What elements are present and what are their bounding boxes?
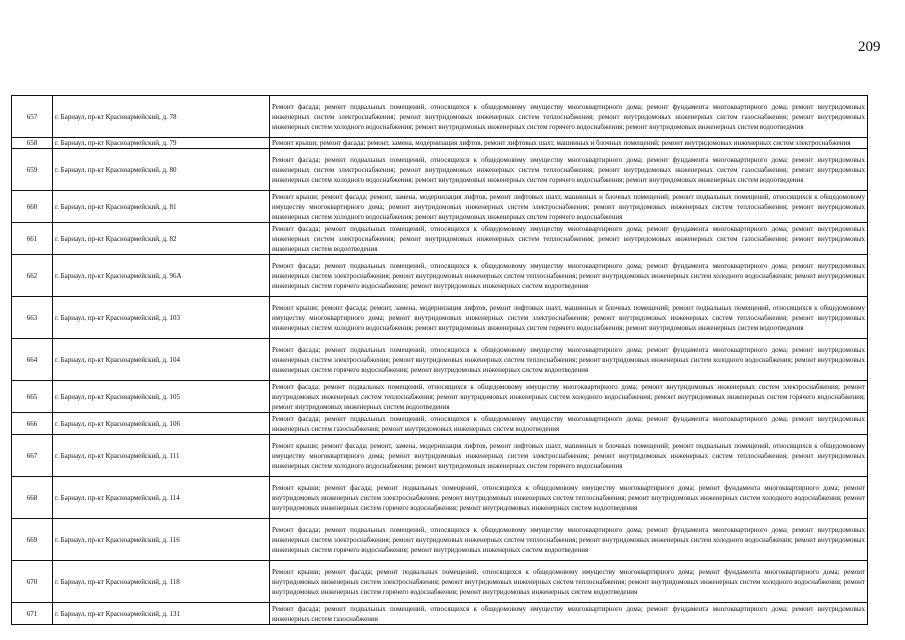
table-row (12, 96, 868, 138)
table-row (12, 381, 868, 413)
row-address: г. Барнаул, пр-кт Красноармейский, д. 103 (53, 297, 270, 339)
row-address: г. Барнаул, пр-кт Красноармейский, д. 118 (53, 561, 270, 603)
row-address: г. Барнаул, пр-кт Красноармейский, д. 79 (53, 138, 270, 149)
table-row (12, 223, 868, 255)
table-row (12, 413, 868, 435)
table-row (12, 339, 868, 381)
row-works-text: Ремонт фасада; ремонт подвальных помещений, относящихся к общедомовому имуществу многоквартирного дома; ремонт фундамента многоквартирного дома; ремонт внутридомовых инженерных систем электроснабжения; ремонт внутридомовых инженерных систем теплоснабжения; ремонт внутридомовых инженерных систем холодного водоснабжения; ремонт внутридомовых инженерных систем горячего водоснабжения; ремонт внутридомовых инженерных систем водоотведения (272, 525, 865, 554)
row-address: г. Барнаул, пр-кт Красноармейский, д. 96А (53, 255, 270, 297)
row-works (270, 339, 868, 381)
table-row (12, 603, 868, 625)
row-address: г. Барнаул, пр-кт Красноармейский, д. 104 (53, 339, 270, 381)
row-works-text: Ремонт крыши; ремонт фасада; ремонт, замена, модернизация лифтов, ремонт лифтовых шахт, машинных и блочных помещений; ремонт подвальных помещений, относящихся к общедомовому имуществу многоквартирного дома; ремонт внутридомовых инженерных систем электроснабжения; ремонт внутридомовых инженерных систем теплоснабжения; ремонт внутридомовых инженерных систем холодного водоснабжения; ремонт внутридомовых инженерных систем горячего водоснабжения; ремонт внутридомовых инженерных систем водоотведения (272, 303, 865, 332)
row-works-text: Ремонт крыши; ремонт фасада; ремонт подвальных помещений, относящихся к общедомовому имуществу многоквартирного дома; ремонт фундамента многоквартирного дома; ремонт внутридомовых инженерных систем электроснабжения; ремонт внутридомовых инженерных систем теплоснабжения; ремонт внутридомовых инженерных систем холодного водоснабжения; ремонт внутридомовых инженерных систем горячего водоснабжения; ремонт внутридомовых инженерных систем водоотведения (272, 483, 865, 512)
row-number: 671 (12, 603, 53, 625)
row-number: 667 (12, 435, 53, 477)
row-works (270, 255, 868, 297)
row-works (270, 413, 868, 435)
row-number: 664 (12, 339, 53, 381)
row-number: 661 (12, 223, 53, 255)
row-works-text: Ремонт крыши; ремонт фасада; ремонт, замена, модернизация лифтов, ремонт лифтовых шахт, машинных и блочных помещений; ремонт подвальных помещений, относящихся к общедомовому имуществу многоквартирного дома; ремонт внутридомовых инженерных систем электроснабжения; ремонт внутридомовых инженерных систем теплоснабжения; ремонт внутридомовых инженерных систем холодного водоснабжения; ремонт внутридомовых инженерных систем горячего водоснабжения (272, 441, 865, 470)
row-works-text: Ремонт фасада; ремонт подвальных помещений, относящихся к общедомовому имуществу многоквартирного дома; ремонт фундамента многоквартирного дома; ремонт внутридомовых инженерных систем газоснабжения; ремонт внутридомовых инженерных систем водоотведения (272, 414, 865, 433)
table-row (12, 191, 868, 223)
row-works (270, 477, 868, 519)
row-number: 660 (12, 191, 53, 223)
row-address: г. Барнаул, пр-кт Красноармейский, д. 82 (53, 223, 270, 255)
row-works (270, 223, 868, 255)
row-address: г. Барнаул, пр-кт Красноармейский, д. 106 (53, 413, 270, 435)
row-number: 658 (12, 138, 53, 149)
row-works-text: Ремонт фасада; ремонт подвальных помещений, относящихся к общедомовому имуществу многоквартирного дома; ремонт фундамента многоквартирного дома; ремонт внутридомовых инженерных систем электроснабжения; ремонт внутридомовых инженерных систем теплоснабжения; ремонт внутридомовых инженерных систем холодного водоснабжения; ремонт внутридомовых инженерных систем горячего водоснабжения; ремонт внутридомовых инженерных систем водоотведения (272, 261, 865, 290)
row-address: г. Барнаул, пр-кт Красноармейский, д. 116 (53, 519, 270, 561)
row-address: г. Барнаул, пр-кт Красноармейский, д. 105 (53, 381, 270, 413)
row-works-text: Ремонт фасада; ремонт подвальных помещений, относящихся к общедомовому имуществу многоквартирного дома; ремонт фундамента многоквартирного дома; ремонт внутридомовых инженерных систем электроснабжения; ремонт внутридомовых инженерных систем теплоснабжения; ремонт внутридомовых инженерных систем холодного водоснабжения; ремонт внутридомовых инженерных систем горячего водоснабжения; ремонт внутридомовых инженерных систем водоотведения (272, 345, 865, 374)
table-row (12, 477, 868, 519)
row-works (270, 435, 868, 477)
row-number: 665 (12, 381, 53, 413)
row-address: г. Барнаул, пр-кт Красноармейский, д. 80 (53, 149, 270, 191)
row-works (270, 191, 868, 223)
row-works (270, 519, 868, 561)
row-works (270, 297, 868, 339)
repair-registry-table (11, 95, 868, 625)
row-number: 662 (12, 255, 53, 297)
table-row (12, 435, 868, 477)
row-works (270, 561, 868, 603)
row-number: 657 (12, 96, 53, 138)
row-works-text: Ремонт крыши; ремонт фасада; ремонт, замена, модернизация лифтов, ремонт лифтовых шахт, машинных и блочных помещений; ремонт подвальных помещений, относящихся к общедомовому имуществу многоквартирного дома; ремонт внутридомовых инженерных систем электроснабжения; ремонт внутридомовых инженерных систем теплоснабжения; ремонт внутридомовых инженерных систем холодного водоснабжения; ремонт внутридомовых инженерных систем горячего водоснабжения (272, 192, 865, 221)
table-row (12, 519, 868, 561)
row-works-text: Ремонт фасада; ремонт подвальных помещений, относящихся к общедомовому имуществу многоквартирного дома; ремонт внутридомовых инженерных систем электроснабжения; ремонт внутридомовых инженерных систем теплоснабжения; ремонт внутридомовых инженерных систем холодного водоснабжения; ремонт внутридомовых инженерных систем горячего водоснабжения; ремонт внутридомовых инженерных систем водоотведения (272, 382, 865, 411)
row-number: 670 (12, 561, 53, 603)
row-works (270, 603, 868, 625)
row-number: 666 (12, 413, 53, 435)
row-works-text: Ремонт фасада; ремонт подвальных помещений, относящихся к общедомовому имуществу многоквартирного дома; ремонт фундамента многоквартирного дома; ремонт внутридомовых инженерных систем газоснабжения (272, 604, 865, 623)
table-row (12, 255, 868, 297)
page-number: 209 (858, 39, 881, 55)
table-row (12, 561, 868, 603)
row-works (270, 96, 868, 138)
row-number: 669 (12, 519, 53, 561)
row-number: 663 (12, 297, 53, 339)
row-address: г. Барнаул, пр-кт Красноармейский, д. 81 (53, 191, 270, 223)
row-number: 659 (12, 149, 53, 191)
row-works-text: Ремонт фасада; ремонт подвальных помещений, относящихся к общедомовому имуществу многоквартирного дома; ремонт фундамента многоквартирного дома; ремонт внутридомовых инженерных систем электроснабжения; ремонт внутридомовых инженерных систем теплоснабжения; ремонт внутридомовых инженерных систем газоснабжения; ремонт внутридомовых инженерных систем холодного водоснабжения; ремонт внутридомовых инженерных систем горячего водоснабжения; ремонт внутридомовых инженерных систем водоотведения (272, 102, 865, 131)
row-works-text: Ремонт фасада; ремонт подвальных помещений, относящихся к общедомовому имуществу многоквартирного дома; ремонт фундамента многоквартирного дома; ремонт внутридомовых инженерных систем электроснабжения; ремонт внутридомовых инженерных систем теплоснабжения; ремонт внутридомовых инженерных систем газоснабжения; ремонт внутридомовых инженерных систем холодного водоснабжения; ремонт внутридомовых инженерных систем горячего водоснабжения; ремонт внутридомовых инженерных систем водоотведения (272, 155, 865, 184)
row-works (270, 381, 868, 413)
table-row (12, 138, 868, 149)
row-address: г. Барнаул, пр-кт Красноармейский, д. 111 (53, 435, 270, 477)
table-row (12, 149, 868, 191)
row-address: г. Барнаул, пр-кт Красноармейский, д. 114 (53, 477, 270, 519)
row-works-text: Ремонт фасада; ремонт подвальных помещений, относящихся к общедомовому имуществу многоквартирного дома; ремонт фундамента многоквартирного дома; ремонт внутридомовых инженерных систем электроснабжения; ремонт внутридомовых инженерных систем теплоснабжения; ремонт внутридомовых инженерных систем газоснабжения; ремонт внутридомовых инженерных систем водоотведения (272, 224, 865, 253)
row-works-text: Ремонт крыши; ремонт фасада; ремонт подвальных помещений, относящихся к общедомовому имуществу многоквартирного дома; ремонт фундамента многоквартирного дома; ремонт внутридомовых инженерных систем электроснабжения; ремонт внутридомовых инженерных систем теплоснабжения; ремонт внутридомовых инженерных систем холодного водоснабжения; ремонт внутридомовых инженерных систем горячего водоснабжения; ремонт внутридомовых инженерных систем водоотведения (272, 567, 865, 596)
row-works-text: Ремонт крыши; ремонт фасада; ремонт, замена, модернизация лифтов, ремонт лифтовых шахт, машинных и блочных помещений; ремонт внутридомовых инженерных систем электроснабжения (272, 139, 851, 147)
table-row (12, 297, 868, 339)
row-number: 668 (12, 477, 53, 519)
table-body (12, 96, 868, 625)
row-address: г. Барнаул, пр-кт Красноармейский, д. 78 (53, 96, 270, 138)
row-works (270, 138, 868, 149)
row-works (270, 149, 868, 191)
row-address: г. Барнаул, пр-кт Красноармейский, д. 131 (53, 603, 270, 625)
